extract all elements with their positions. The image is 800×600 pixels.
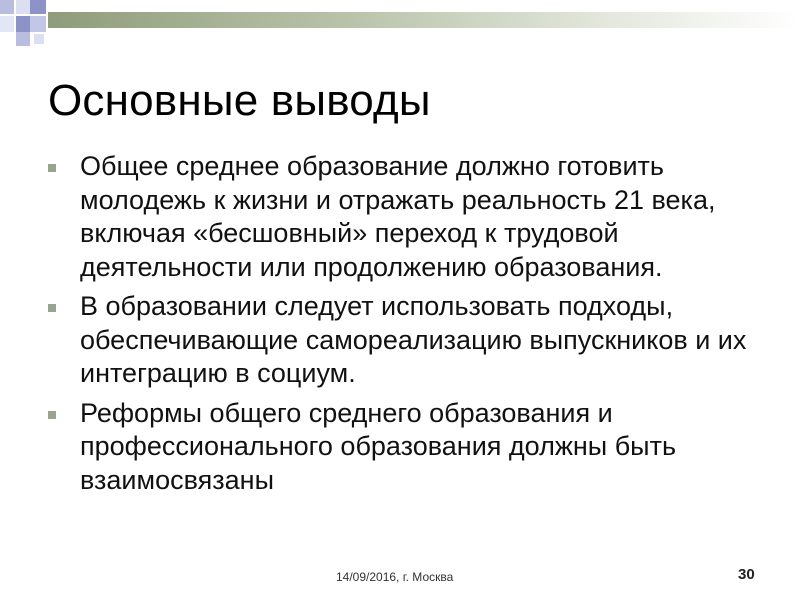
header-gradient-bar: [48, 12, 800, 28]
footer-date-location: 14/09/2016, г. Москва: [336, 570, 454, 584]
square-bullet-icon: [48, 411, 56, 419]
square-bullet-icon: [48, 304, 56, 312]
bullet-item: [48, 397, 768, 498]
corner-square: [0, 16, 14, 32]
bullet-list: [48, 150, 768, 503]
bullet-text: Общее среднее образование должно готовить молодежь к жизни и отражать реальность 21 века, включая «бесшовный» переход к трудовой деятельности или продолжению образования.: [80, 151, 716, 282]
bullet-item: [48, 150, 768, 284]
corner-square: [16, 0, 30, 14]
bullet-text: Реформы общего среднего образования и профессионального образования должны быть взаимосвязаны: [80, 397, 677, 495]
slide-title: Основные выводы: [48, 76, 431, 125]
bullet-item: [48, 290, 768, 391]
corner-square: [30, 0, 46, 14]
square-bullet-icon: [48, 164, 56, 172]
corner-square: [16, 32, 30, 46]
bullet-text: В образовании следует использовать подходы, обеспечивающие самореализацию выпускников и их интеграцию в социум.: [80, 291, 747, 388]
corner-square: [0, 0, 14, 14]
corner-square: [30, 16, 46, 32]
page-number: 30: [738, 566, 755, 583]
corner-square: [16, 16, 30, 32]
corner-square: [34, 34, 44, 44]
